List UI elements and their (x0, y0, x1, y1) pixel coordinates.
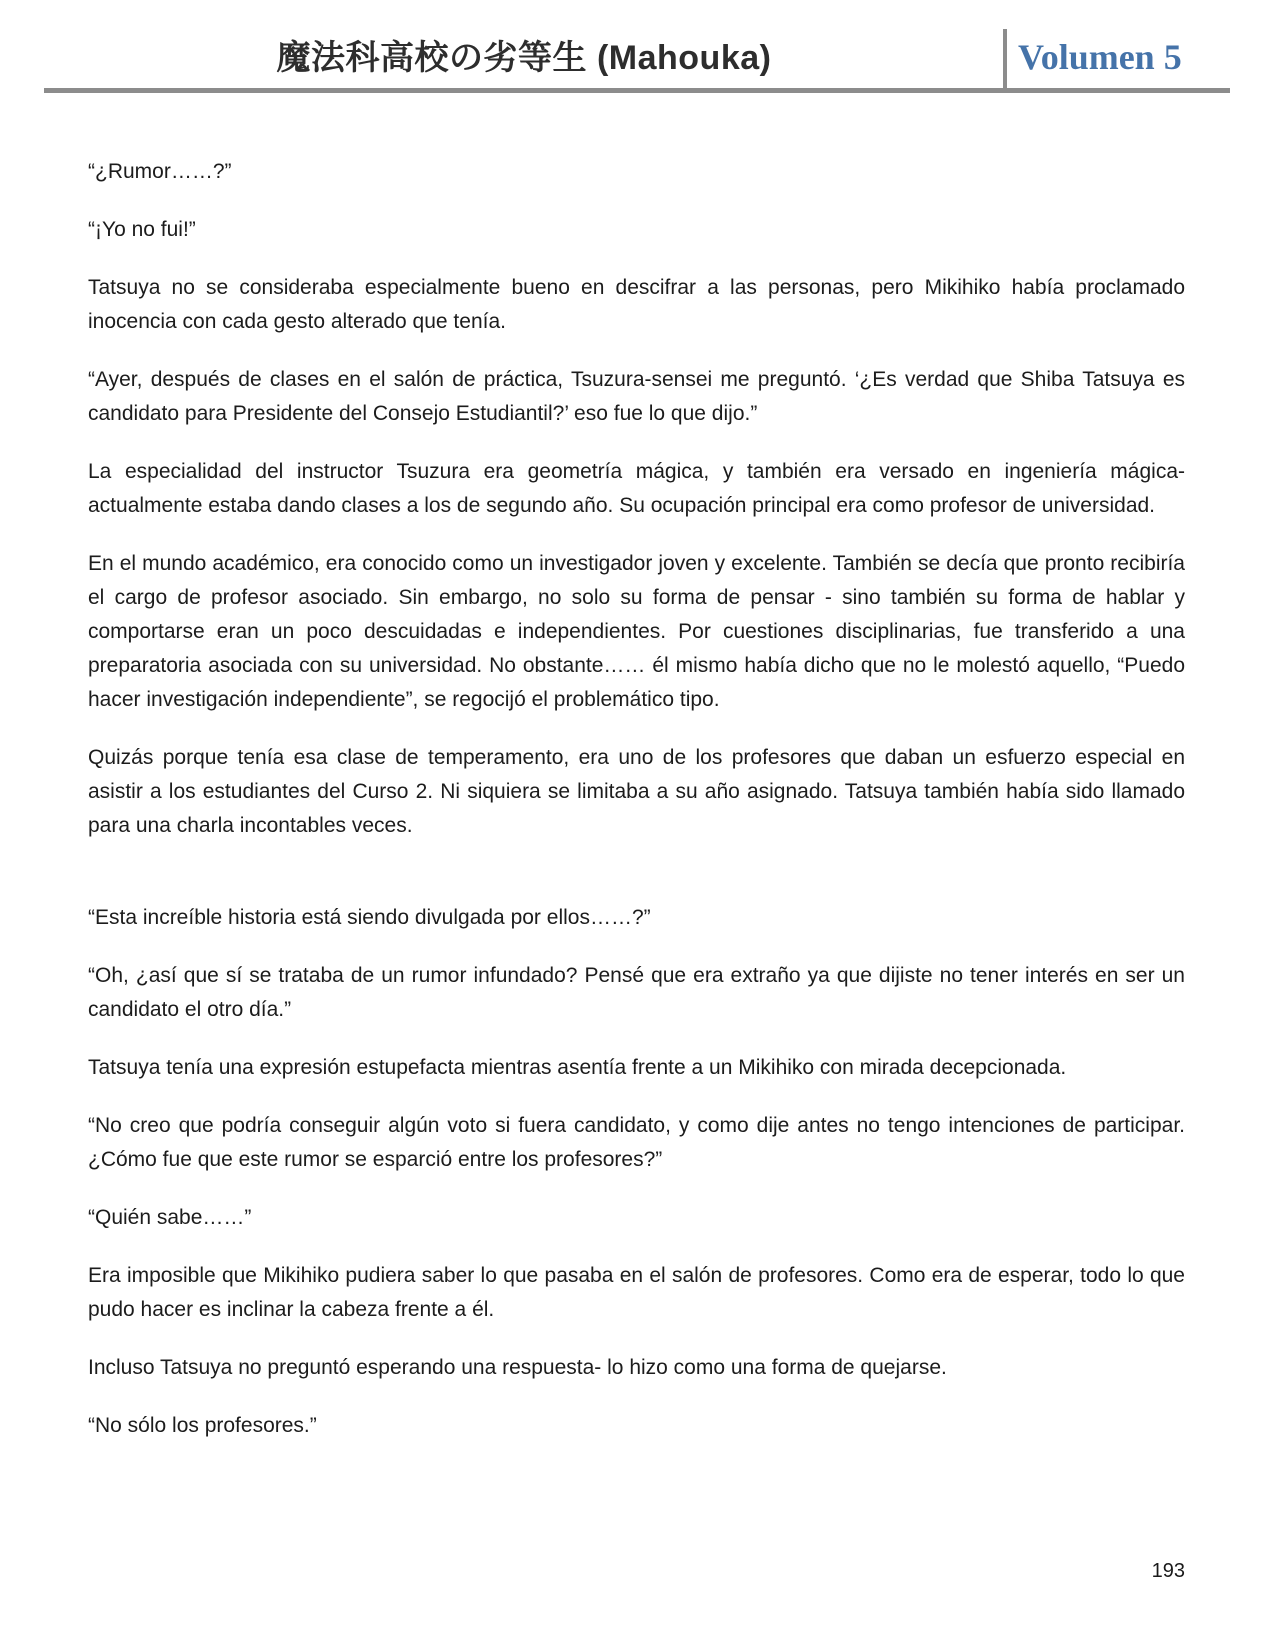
header-vertical-divider (1003, 29, 1007, 92)
volume-label: Volumen 5 (1018, 37, 1182, 77)
dialog-line: “Oh, ¿así que sí se trataba de un rumor infundado? Pensé que era extraño ya que dijiste no tener interés en ser un candidato el otro día.” (88, 964, 1185, 1021)
dialog-line: “No creo que podría conseguir algún voto si fuera candidato, y como dije antes no tengo intenciones de participar. ¿Cómo fue que este rumor se esparció entre los profesores?” (88, 1114, 1185, 1171)
paragraph: Era imposible que Mikihiko pudiera saber lo que pasaba en el salón de profesores. Como era de esperar, todo lo que pudo hacer es inclinar la cabeza frente a él. (88, 1264, 1185, 1321)
document-title: 魔法科高校の劣等生 (Mahouka) (276, 39, 772, 77)
dialog-line: “Quién sabe……” (88, 1206, 252, 1229)
header-rule (44, 88, 1230, 93)
paragraph: La especialidad del instructor Tsuzura era geometría mágica, y también era versado en ingeniería mágica- actualmente estaba dando clases a los de segundo año. Su ocupación principal era como profesor de universidad. (88, 460, 1185, 517)
paragraph: Incluso Tatsuya no preguntó esperando una respuesta- lo hizo como una forma de quejarse. (88, 1356, 947, 1379)
page-number: 193 (1151, 1560, 1185, 1582)
dialog-line: “¡Yo no fui!” (88, 218, 196, 241)
paragraph: En el mundo académico, era conocido como un investigador joven y excelente. También se decía que pronto recibiría el cargo de profesor asociado. Sin embargo, no solo su forma de pensar - sino también su forma de hablar y comportarse eran un poco descuidadas e independientes. Por cuestiones disciplinarias, fue transferido a una preparatoria asociada con su universidad. No obstante…… él mismo había dicho que no le molestó aquello, “Puedo hacer investigación independiente”, se regocijó el problemático tipo. (88, 552, 1185, 711)
dialog-line: “No sólo los profesores.” (88, 1414, 317, 1437)
dialog-line: “¿Rumor……?” (88, 160, 232, 183)
paragraph: Tatsuya tenía una expresión estupefacta mientras asentía frente a un Mikihiko con mirada decepcionada. (88, 1056, 1067, 1079)
paragraph: Quizás porque tenía esa clase de temperamento, era uno de los profesores que daban un esfuerzo especial en asistir a los estudiantes del Curso 2. Ni siquiera se limitaba a su año asignado. Tatsuya también había sido llamado para una charla incontables veces. (88, 746, 1185, 837)
dialog-line: “Esta increíble historia está siendo divulgada por ellos……?” (88, 906, 651, 929)
dialog-line: “Ayer, después de clases en el salón de práctica, Tsuzura-sensei me preguntó. ‘¿Es verdad que Shiba Tatsuya es candidato para Presidente del Consejo Estudiantil?’ eso fue lo que dijo.” (88, 368, 1185, 425)
paragraph: Tatsuya no se consideraba especialmente bueno en descifrar a las personas, pero Mikihiko había proclamado inocencia con cada gesto alterado que tenía. (88, 276, 1185, 333)
page-body (88, 155, 1185, 1467)
